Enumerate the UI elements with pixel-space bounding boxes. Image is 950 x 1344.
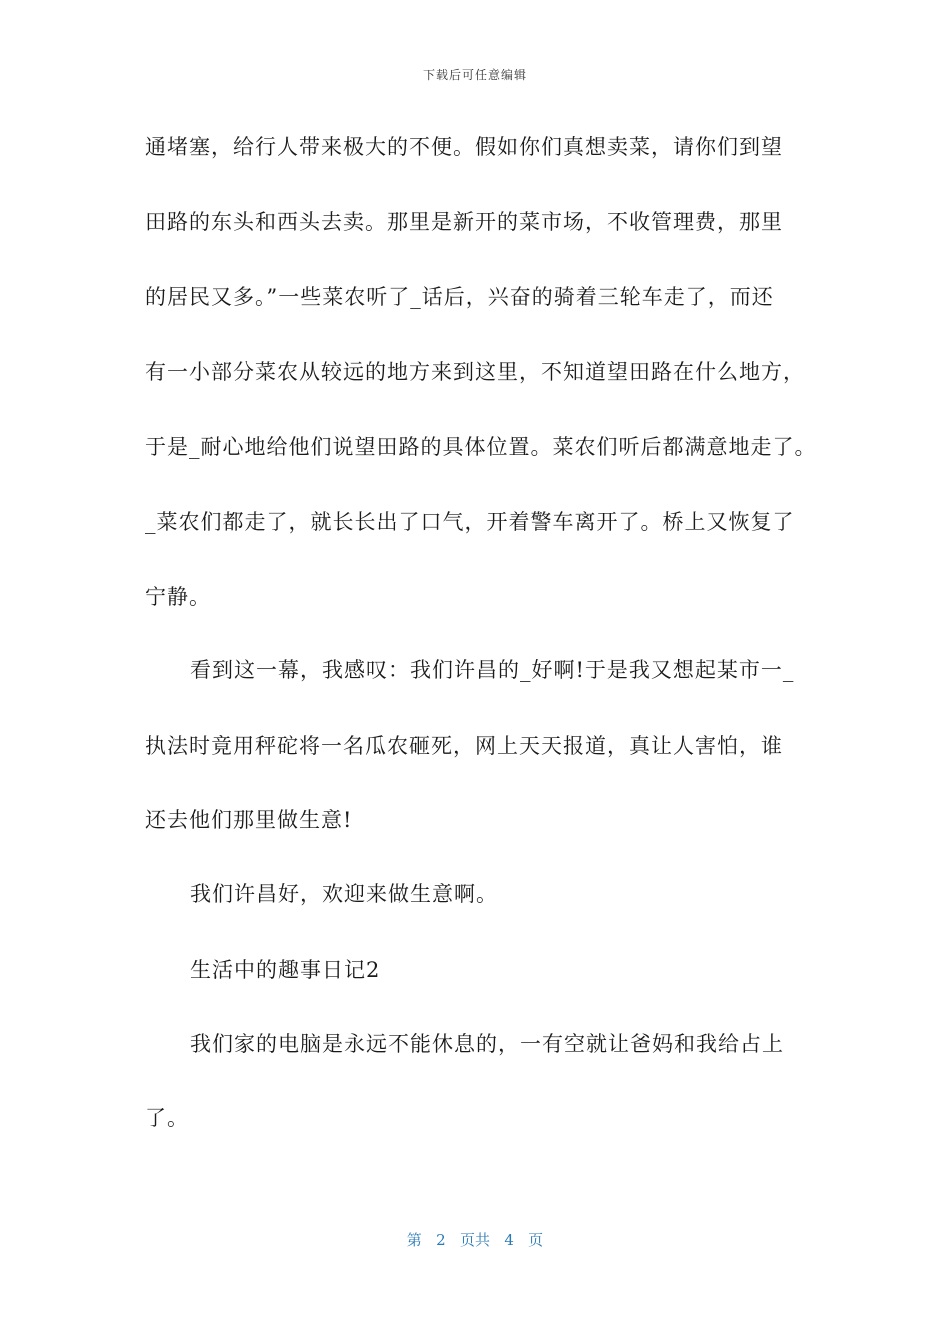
- text-line: 田路的东头和西头去卖。那里是新开的菜市场，不收管理费，那里: [145, 210, 783, 234]
- text-line: 我们许昌好，欢迎来做生意啊。: [190, 882, 498, 906]
- text-line: 的居民又多。”一些菜农听了_话后，兴奋的骑着三轮车走了，而还: [145, 285, 774, 309]
- text-line: 我们家的电脑是永远不能休息的，一有空就让爸妈和我给占上: [190, 1032, 784, 1056]
- text-line: 于是_耐心地给他们说望田路的具体位置。菜农们听后都满意地走了。: [145, 435, 817, 459]
- text-line: 通堵塞，给行人带来极大的不便。假如你们真想卖菜，请你们到望: [145, 135, 783, 159]
- section-heading: 生活中的趣事日记2: [190, 958, 381, 982]
- footer-prefix: 第: [406, 1231, 422, 1249]
- footer-page-number: 2: [436, 1231, 446, 1249]
- page-header: 下载后可任意编辑: [422, 68, 527, 82]
- text-line: _菜农们都走了，就长长出了口气，开着警车离开了。桥上又恢复了: [145, 510, 795, 534]
- footer-middle: 页共: [459, 1231, 490, 1249]
- text-line: 看到这一幕，我感叹：我们许昌的_好啊!于是我又想起某市一_: [190, 658, 795, 682]
- text-line: 宁静。: [145, 585, 211, 609]
- footer-suffix: 页: [528, 1231, 544, 1249]
- text-line: 执法时竟用秤砣将一名瓜农砸死，网上天天报道，真让人害怕，谁: [145, 734, 783, 758]
- text-line: 有一小部分菜农从较远的地方来到这里，不知道望田路在什么地方，: [145, 360, 805, 384]
- page-footer: [0, 1229, 950, 1250]
- footer-total-pages: 4: [504, 1231, 514, 1249]
- text-line: 还去他们那里做生意!: [145, 808, 353, 832]
- text-line: 了。: [145, 1106, 189, 1130]
